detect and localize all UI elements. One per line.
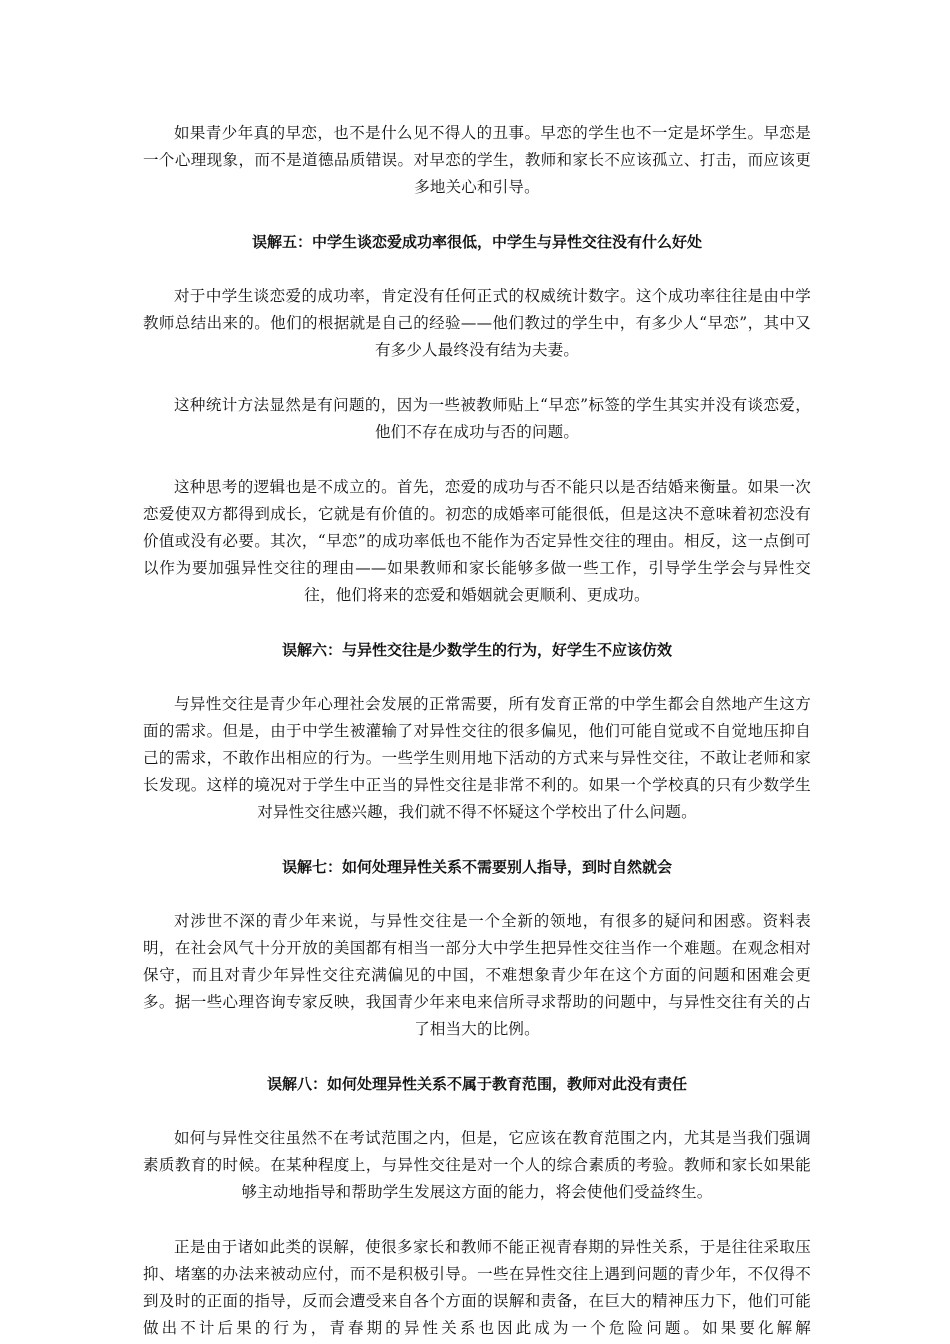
paragraph-conclusion: 正是由于诸如此类的误解，使很多家长和教师不能正视青春期的异性关系，于是往往采取压抑、堵塞的办法来被动应付，而不是积极引导。一些在异性交往上遇到问题的青少年，不仅得不到及时的正面的指导，反而会遭受来自各个方面的误解和责备，在巨大的精神压力下，他们可能做出不计后果的行为，青春期的异性关系也因此成为一个危险问题。如果要化解解	[143, 1238, 811, 1337]
paragraph-new-territory: 对涉世不深的青少年来说，与异性交往是一个全新的领地，有很多的疑问和困惑。资料表明，在社会风气十分开放的美国都有相当一部分大中学生把异性交往当作一个难题。在观念相对保守，而且对青少年异性交往充满偏见的中国，不难想象青少年在这个方面的问题和困难会更多。据一些心理咨询专家反映，我国青少年来电来信所寻求帮助的问题中，与异性交往有关的占了相当大的比例。	[143, 912, 811, 1038]
paragraph-success-rate: 对于中学生谈恋爱的成功率，肯定没有任何正式的权威统计数字。这个成功率往往是由中学教师总结出来的。他们的根据就是自己的经验——他们教过的学生中，有多少人“早恋”，其中又有多少人最终没有结为夫妻。	[143, 287, 811, 359]
paragraph-education-scope: 如何与异性交往虽然不在考试范围之内，但是，它应该在教育范围之内，尤其是当我们强调素质教育的时候。在某种程度上，与异性交往是对一个人的综合素质的考验。教师和家长如果能够主动地指导和帮助学生发展这方面的能力，将会使他们受益终生。	[143, 1129, 811, 1201]
heading-misconception-7: 误解七：如何处理异性关系不需要别人指导，到时自然就会	[281, 858, 672, 876]
document-page	[143, 120, 811, 1342]
paragraph-logic: 这种思考的逻辑也是不成立的。首先，恋爱的成功与否不能只以是否结婚来衡量。如果一次恋爱使双方都得到成长，它就是有价值的。初恋的成婚率可能很低，但是这决不意味着初恋没有价值或没有必要。其次，“早恋”的成功率低也不能作为否定异性交往的理由。相反，这一点倒可以作为要加强异性交往的理由——如果教师和家长能够多做一些工作，引导学生学会与异性交往，他们将来的恋爱和婚姻就会更顺利、更成功。	[143, 478, 811, 604]
heading-misconception-5: 误解五：中学生谈恋爱成功率很低，中学生与异性交往没有什么好处	[251, 233, 702, 251]
paragraph-normal-needs: 与异性交往是青少年心理社会发展的正常需要，所有发育正常的中学生都会自然地产生这方面的需求。但是，由于中学生被灌输了对异性交往的很多偏见，他们可能自觉或不自觉地压抑自己的需求，不敢作出相应的行为。一些学生则用地下活动的方式来与异性交往，不敢让老师和家长发现。这样的境况对于学生中正当的异性交往是非常不利的。如果一个学校真的只有少数学生对异性交往感兴趣，我们就不得不怀疑这个学校出了什么问题。	[143, 695, 811, 821]
paragraph-early-love: 如果青少年真的早恋，也不是什么见不得人的丑事。早恋的学生也不一定是坏学生。早恋是一个心理现象，而不是道德品质错误。对早恋的学生，教师和家长不应该孤立、打击，而应该更多地关心和引导。	[143, 124, 811, 196]
paragraph-statistics-method: 这种统计方法显然是有问题的，因为一些被教师贴上“早恋”标签的学生其实并没有谈恋爱，他们不存在成功与否的问题。	[174, 396, 811, 441]
heading-misconception-8: 误解八：如何处理异性关系不属于教育范围，教师对此没有责任	[266, 1075, 687, 1093]
heading-misconception-6: 误解六：与异性交往是少数学生的行为，好学生不应该仿效	[281, 641, 672, 659]
